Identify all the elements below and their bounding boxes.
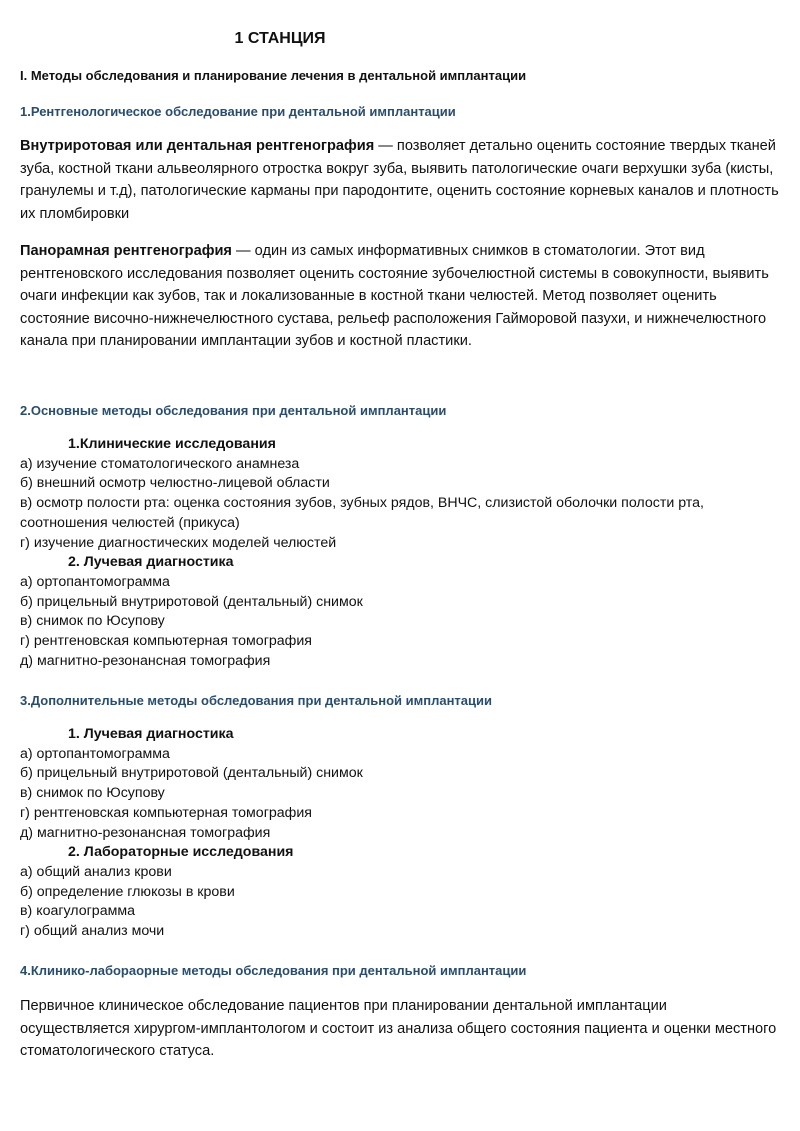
list-item: а) изучение стоматологического анамнеза xyxy=(20,455,300,472)
section1-p2-text: — один из самых информативных снимков в стоматологии. Этот вид рентгеновского исследования позволяет оценить состояние зубочелюстной системы в совокупности, выявить очаги инфекции как зубов, так и локализованные в костной ткани челюстей. Метод позволяет оценить состояние височно-нижнечелюстного сустава, рельеф расположения Гайморовой пазухи, и нижнечелюстного канала при планировании имплантации зубов и костной пластики. xyxy=(20,243,769,349)
section3-list xyxy=(20,725,780,942)
section4-heading: 4.Клинико-лабораорные методы обследования при дентальной имплантации xyxy=(20,963,527,978)
list-item: б) прицельный внутриротовой (дентальный) снимок xyxy=(20,765,363,782)
list-item: а) общий анализ крови xyxy=(20,863,172,880)
list-item: г) изучение диагностических моделей челюстей xyxy=(20,534,337,551)
page-title: 1 СТАНЦИЯ xyxy=(234,30,326,47)
list-item: в) осмотр полости рта: оценка состояния зубов, зубных рядов, ВНЧС, слизистой оболочки полости рта, соотношения челюстей (прикуса) xyxy=(20,495,704,531)
main-heading: I. Методы обследования и планирование лечения в дентальной имплантации xyxy=(20,68,527,83)
section2-list xyxy=(20,435,780,671)
list-item: в) снимок по Юсупову xyxy=(20,613,165,630)
list-item: в) снимок по Юсупову xyxy=(20,785,165,802)
section1-p2-term: Панорамная рентгенография xyxy=(20,243,232,259)
section3-heading: 3.Дополнительные методы обследования при дентальной имплантации xyxy=(20,693,492,708)
section2-heading: 2.Основные методы обследования при дентальной имплантации xyxy=(20,403,447,418)
list-item: г) общий анализ мочи xyxy=(20,923,165,940)
list-item: г) рентгеновская компьютерная томография xyxy=(20,633,312,650)
list-item: в) коагулограмма xyxy=(20,903,135,920)
list-item: а) ортопантомограмма xyxy=(20,745,170,762)
list-item: г) рентгеновская компьютерная томография xyxy=(20,804,312,821)
section3-subheading-radiology: 1. Лучевая диагностика xyxy=(68,726,234,742)
list-item: д) магнитно-резонансная томография xyxy=(20,652,271,669)
section1-heading: 1.Рентгенологическое обследование при дентальной имплантации xyxy=(20,104,456,119)
list-item: б) определение глюкозы в крови xyxy=(20,883,235,900)
list-item: б) прицельный внутриротовой (дентальный) снимок xyxy=(20,593,363,610)
list-item: д) магнитно-резонансная томография xyxy=(20,824,271,841)
list-item: б) внешний осмотр челюстно-лицевой области xyxy=(20,475,330,492)
section2-subheading-clinical: 1.Клинические исследования xyxy=(68,436,276,452)
section1-paragraph-panoramic xyxy=(20,240,780,353)
section3-subheading-lab: 2. Лабораторные исследования xyxy=(68,844,294,861)
section1-p1-text: — позволяет детально оценить состояние твердых тканей зуба, костной ткани альвеолярного отростка вокруг зуба, выявить патологические очаги верхушки зуба (кисты, гранулемы и т.д), патологические карманы при пародонтите, оценить состояние корневых каналов и плотность их пломбировки xyxy=(20,138,779,222)
section1-p1-term: Внутриротовая или дентальная рентгенография xyxy=(20,138,375,154)
section1-paragraph-intraoral xyxy=(20,135,780,225)
section4-paragraph: Первичное клиническое обследование пациентов при планировании дентальной имплантации осуществляется хирургом-имплантологом и состоит из анализа общего состояния пациента и оценки местного стоматологического статуса. xyxy=(20,998,777,1059)
section2-subheading-radiology: 2. Лучевая диагностика xyxy=(68,554,234,571)
list-item: а) ортопантомограмма xyxy=(20,573,170,590)
